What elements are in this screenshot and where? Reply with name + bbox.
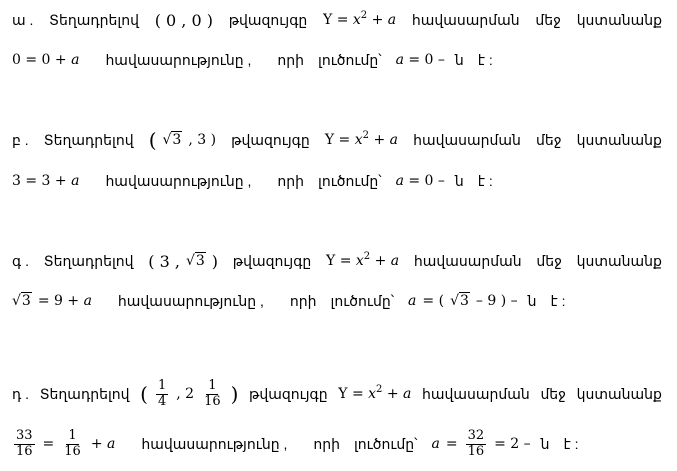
we-get-text: կստանանք xyxy=(576,385,662,402)
equality-text: հավասարությունը , xyxy=(105,172,252,189)
suffix-n: ն xyxy=(527,292,537,309)
we-get-text: կստանանք xyxy=(576,252,662,269)
solution-text: լուծումը՝ xyxy=(318,51,382,68)
section-a-line2 xyxy=(12,47,662,73)
solution-text: լուծումը՝ xyxy=(330,292,395,309)
in-equation-text: հավասարման xyxy=(413,131,521,148)
equality-text: հավասարությունը , xyxy=(105,51,252,68)
substituting-text: Տեղադրելով xyxy=(43,131,134,148)
whose-text: որի xyxy=(289,292,317,309)
we-get-text: կստանանք xyxy=(576,11,662,28)
pair-text: թվազույգը xyxy=(231,131,310,148)
suffix-n: ն xyxy=(454,51,464,68)
equality-c: √3 = 9 + a xyxy=(12,293,92,309)
whose-text: որի xyxy=(313,435,340,452)
solution-b: a = 0 – xyxy=(395,173,445,189)
suffix-n: ն xyxy=(454,172,464,189)
equation-a: $Y = x^2 + a$ xyxy=(323,10,397,28)
in-text: մեջ xyxy=(535,131,562,148)
in-equation-text: հավասարման xyxy=(422,385,530,402)
section-b-line1 xyxy=(12,127,662,153)
pair-text: թվազույգը xyxy=(232,252,312,269)
point-d: ( $\frac{1}{4}$ , 2 $\frac{1}{16}$ ) xyxy=(140,377,239,409)
section-c-line2 xyxy=(12,288,662,314)
section-d-line1 xyxy=(12,375,662,413)
solution-a: a = 0 – xyxy=(395,52,445,68)
section-d-label: դ . xyxy=(12,385,30,402)
equation-b: $Y = x^2 + a$ xyxy=(324,130,398,148)
in-text: մեջ xyxy=(540,385,567,402)
solution-text: լուծումը՝ xyxy=(318,172,382,189)
substituting-text: Տեղադրելով xyxy=(43,252,134,269)
point-b: ( √3 , 3 ) xyxy=(148,128,217,152)
in-text: մեջ xyxy=(535,11,561,28)
solution-c: a = ( √3 – 9 ) – xyxy=(408,293,518,309)
equality-d: $\frac{33}{16}$ = $\frac{1}{16}$ + a xyxy=(16,427,116,459)
suffix-n: ն xyxy=(540,435,550,452)
whose-text: որի xyxy=(277,172,305,189)
section-c-label: գ . xyxy=(12,252,29,269)
we-get-text: կստանանք xyxy=(576,131,662,148)
solution-text: լուծումը՝ xyxy=(353,435,418,452)
point-c: ( 3 , √3 ) xyxy=(148,251,219,271)
pair-text: թվազույգը xyxy=(249,385,328,402)
equality-text: հավասարությունը , xyxy=(117,292,264,309)
section-b-label: բ . xyxy=(12,131,29,148)
in-equation-text: հավասարման xyxy=(411,11,520,28)
fraction-1-16: $\frac{1}{16}$ xyxy=(204,377,221,409)
is-text: է : xyxy=(563,435,579,452)
equality-text: հավասարությունը , xyxy=(141,435,288,452)
pair-text: թվազույգը xyxy=(228,11,308,28)
section-b-line2 xyxy=(12,168,662,194)
section-a-line1 xyxy=(12,7,662,33)
sqrt-3: √3 xyxy=(162,132,182,148)
section-a-label: ա . xyxy=(12,11,34,28)
is-text: է : xyxy=(550,292,566,309)
substituting-text: Տեղադրելով xyxy=(39,385,130,402)
equation-d: $Y = x^2 + a$ xyxy=(338,384,412,402)
in-text: մեջ xyxy=(536,252,562,269)
substituting-text: Տեղադրելով xyxy=(49,11,139,28)
equation-c: $Y = x^2 + a$ xyxy=(326,251,400,269)
solution-d: a = $\frac{32}{16}$ = 2 – xyxy=(431,427,531,459)
sqrt-3: √3 xyxy=(185,253,205,269)
in-equation-text: հավասարման xyxy=(413,252,522,269)
is-text: է : xyxy=(477,172,493,189)
point-a: ( 0 , 0 ) xyxy=(154,10,213,30)
equality-b: 3 = 3 + a xyxy=(12,173,80,189)
whose-text: որի xyxy=(277,51,305,68)
equality-a: 0 = 0 + a xyxy=(12,52,80,68)
is-text: է : xyxy=(477,51,493,68)
section-c-line1 xyxy=(12,248,662,274)
fraction-1-4: $\frac{1}{4}$ xyxy=(157,377,167,409)
section-d-line2 xyxy=(12,424,662,464)
